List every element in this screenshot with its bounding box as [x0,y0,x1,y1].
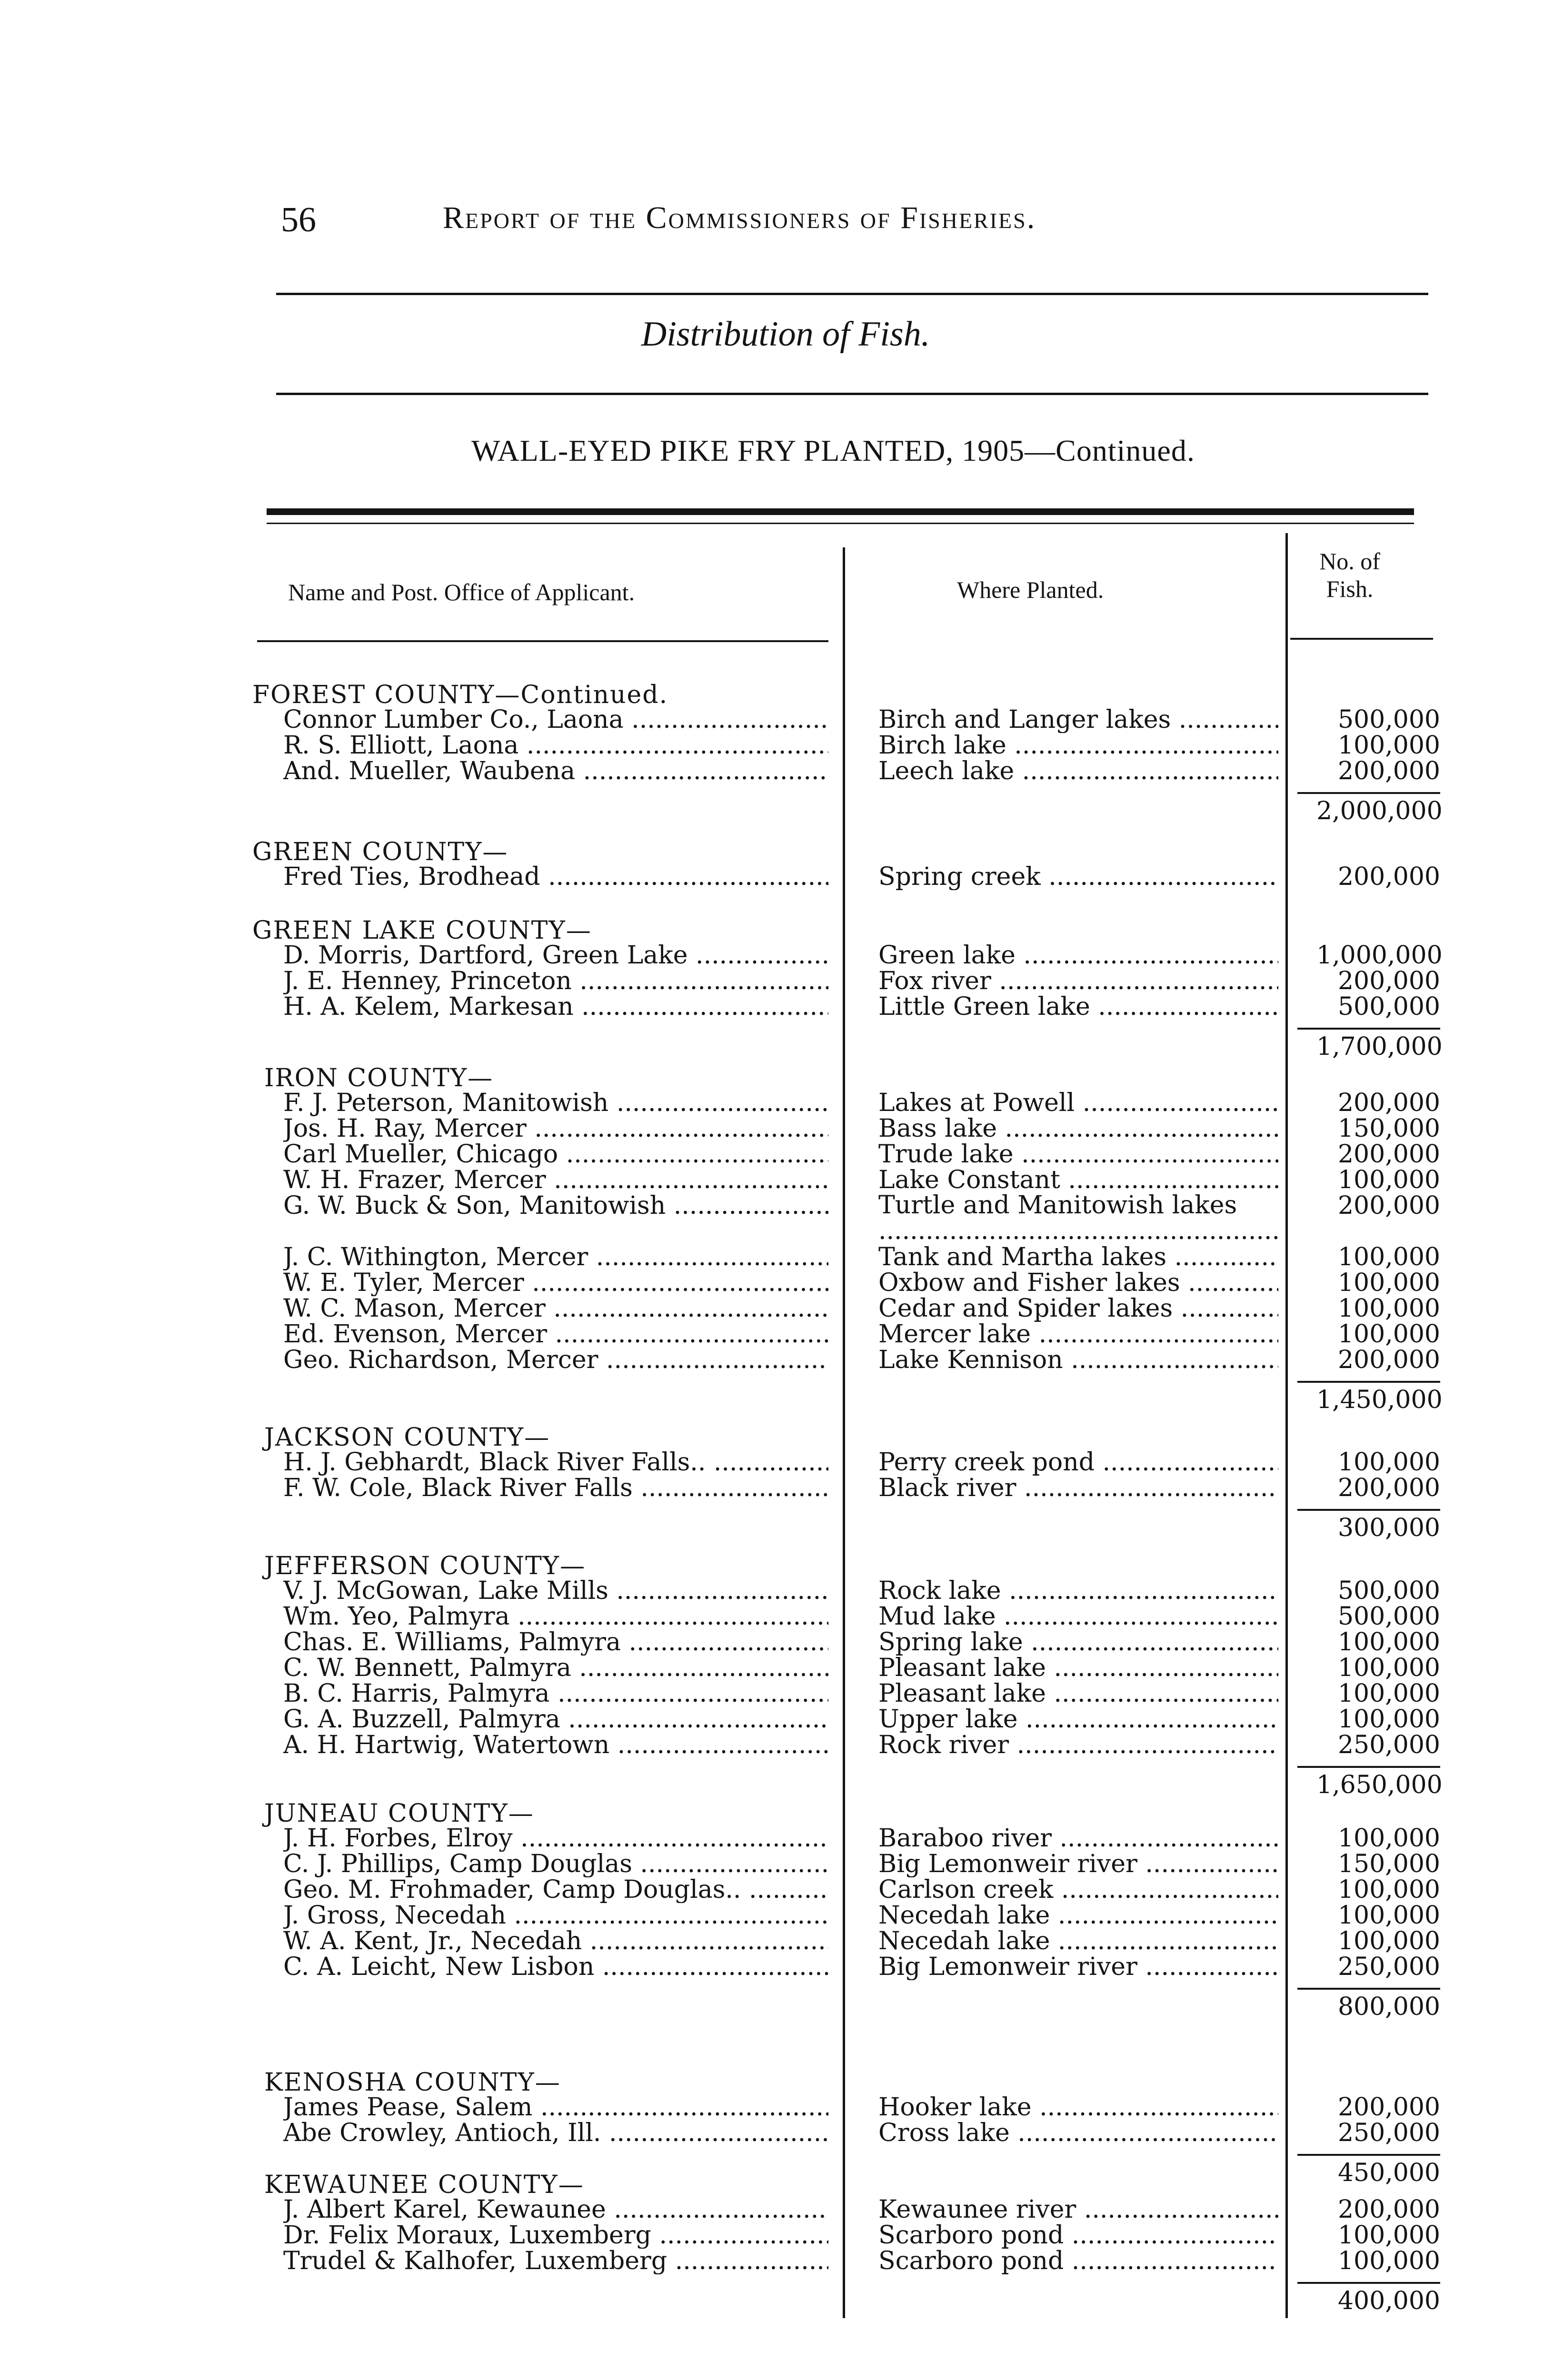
fish-count: 500,000 [1337,992,1440,1021]
applicant-name: J. E. Henney, Princeton ..... [283,968,828,994]
page-header [281,200,1281,257]
planting-location: Spring lake ..... [878,1629,1278,1656]
applicant-name: A. H. Hartwig, Watertown ..... [283,1732,828,1758]
fish-count: 200,000 [1337,1140,1440,1169]
fish-count: 200,000 [1337,1089,1440,1117]
fish-count: 100,000 [1337,1448,1440,1477]
applicant-name: Wm. Yeo, Palmyra ..... [283,1603,828,1630]
planting-location: Tank and Martha lakes ..... [878,1244,1278,1270]
fish-count: 100,000 [1337,731,1440,760]
total-rule [1297,1509,1440,1511]
applicant-name: Carl Mueller, Chicago ..... [283,1141,828,1168]
fish-count: 100,000 [1337,1705,1440,1734]
planting-location: Hooker lake ..... [878,2094,1278,2121]
fish-count: 100,000 [1337,1875,1440,1904]
planting-location: Cross lake ..... [878,2120,1278,2146]
planting-location: Cedar and Spider lakes ..... [878,1295,1278,1322]
planting-location: Fox river ..... [878,968,1278,994]
county-heading: FOREST COUNTY—Continued. [252,681,668,709]
fish-count: 200,000 [1337,1346,1440,1374]
applicant-name: J. Albert Karel, Kewaunee ..... [283,2196,828,2223]
county-total: 400,000 [1337,2287,1440,2315]
fish-count: 100,000 [1337,1824,1440,1853]
fish-count: 500,000 [1337,1577,1440,1605]
applicant-name: Fred Ties, Brodhead ..... [283,863,828,890]
table-title: WALL-EYED PIKE FRY PLANTED, 1905—Continued. [471,434,1195,467]
applicant-name: G. A. Buzzell, Palmyra ..... [283,1706,828,1733]
total-rule [1297,1766,1440,1768]
applicant-name: G. W. Buck & Son, Manitowish ..... [283,1192,828,1219]
planting-location: Birch lake ..... [878,732,1278,759]
planting-location: Trude lake ..... [878,1141,1278,1168]
applicant-name: B. C. Harris, Palmyra ..... [283,1680,828,1707]
applicant-name: W. H. Frazer, Mercer ..... [283,1167,828,1193]
applicant-name: H. J. Gebhardt, Black River Falls.. ..... [283,1449,828,1476]
planting-location: Mud lake ..... [878,1603,1278,1630]
planting-location: Pleasant lake ..... [878,1655,1278,1681]
running-title: Report of the Commissioners of Fisheries. [443,200,1036,235]
county-heading: JUNEAU COUNTY— [264,1799,534,1828]
county-heading: GREEN LAKE COUNTY— [252,916,592,945]
column-header-number: No. of Fish. [1319,548,1380,602]
planting-location: Lake Constant ..... [878,1167,1278,1193]
planting-location: Little Green lake ..... [878,993,1278,1020]
applicant-name: And. Mueller, Waubena ..... [283,758,828,784]
column-header-where: Where Planted. [957,576,1104,603]
applicant-name: F. W. Cole, Black River Falls ..... [283,1475,828,1501]
fish-count: 100,000 [1337,1294,1440,1323]
county-total: 1,450,000 [1316,1386,1443,1414]
fish-count: 150,000 [1337,1114,1440,1143]
fish-count: 200,000 [1337,967,1440,995]
fish-count: 250,000 [1337,2119,1440,2147]
applicant-name: J. H. Forbes, Elroy ..... [283,1825,828,1852]
table-top-rule [267,508,1414,515]
planting-location: Kewaunee river ..... [878,2196,1278,2223]
applicant-name: Abe Crowley, Antioch, Ill. ..... [283,2120,828,2146]
county-total: 2,000,000 [1316,797,1443,825]
fish-count: 100,000 [1337,1243,1440,1271]
county-heading: JEFFERSON COUNTY— [264,1552,586,1580]
county-total: 1,650,000 [1316,1771,1443,1799]
fish-count: 100,000 [1337,1269,1440,1297]
fish-count: 200,000 [1337,757,1440,785]
header-rule-bottom [276,393,1428,395]
fish-count: 100,000 [1337,2221,1440,2250]
header-rule-top [276,293,1428,295]
applicant-name: Geo. Richardson, Mercer ..... [283,1347,828,1373]
planting-location: Turtle and Manitowish lakes ..... [878,1192,1278,1244]
county-heading: GREEN COUNTY— [252,838,508,866]
section-title: Distribution of Fish. [641,315,930,354]
applicant-name: C. J. Phillips, Camp Douglas ..... [283,1851,828,1877]
applicant-name: J. C. Withington, Mercer ..... [283,1244,828,1270]
fish-count: 250,000 [1337,1731,1440,1759]
applicant-name: Chas. E. Williams, Palmyra ..... [283,1629,828,1656]
fish-count: 200,000 [1337,2195,1440,2224]
fish-count: 500,000 [1337,1602,1440,1631]
fish-count: 100,000 [1337,1166,1440,1194]
planting-location: Perry creek pond ..... [878,1449,1278,1476]
planting-location: Rock river ..... [878,1732,1278,1758]
applicant-name: W. C. Mason, Mercer ..... [283,1295,828,1322]
applicant-name: Jos. H. Ray, Mercer ..... [283,1115,828,1142]
applicant-name: W. A. Kent, Jr., Necedah ..... [283,1928,828,1954]
fish-count: 100,000 [1337,1901,1440,1930]
fish-count: 1,000,000 [1316,941,1443,970]
planting-location: Carlson creek ..... [878,1876,1278,1903]
planting-location: Bass lake ..... [878,1115,1278,1142]
county-total: 450,000 [1337,2159,1440,2187]
applicant-name: C. A. Leicht, New Lisbon ..... [283,1954,828,1980]
planting-location: Necedah lake ..... [878,1902,1278,1929]
total-rule [1297,2154,1440,2156]
planting-location: Spring creek ..... [878,863,1278,890]
fish-count: 200,000 [1337,1191,1440,1220]
column-header-rule-number [1290,638,1433,640]
fish-count: 100,000 [1337,1654,1440,1682]
applicant-name: W. E. Tyler, Mercer ..... [283,1269,828,1296]
applicant-name: V. J. McGowan, Lake Mills ..... [283,1577,828,1604]
fish-count: 100,000 [1337,1628,1440,1656]
county-heading: JACKSON COUNTY— [264,1423,550,1452]
applicant-name: Dr. Felix Moraux, Luxemberg ..... [283,2222,828,2249]
planting-location: Birch and Langer lakes ..... [878,706,1278,733]
fish-count: 100,000 [1337,1320,1440,1349]
fish-count: 100,000 [1337,2247,1440,2275]
fish-count: 200,000 [1337,2093,1440,2122]
applicant-name: H. A. Kelem, Markesan ..... [283,993,828,1020]
county-heading: IRON COUNTY— [264,1064,494,1092]
planting-location: Oxbow and Fisher lakes ..... [878,1269,1278,1296]
planting-location: Baraboo river ..... [878,1825,1278,1852]
fish-count: 200,000 [1337,1474,1440,1502]
column-header-rule-applicant [257,640,828,642]
planting-location: Big Lemonweir river ..... [878,1954,1278,1980]
total-rule [1297,2282,1440,2284]
planting-location: Big Lemonweir river ..... [878,1851,1278,1877]
total-rule [1297,1988,1440,1990]
table-top-rule-thin [267,523,1414,524]
planting-location: Scarboro pond ..... [878,2222,1278,2249]
fish-count: 150,000 [1337,1850,1440,1878]
planting-location: Leech lake ..... [878,758,1278,784]
county-heading: KENOSHA COUNTY— [264,2068,561,2097]
planting-location: Scarboro pond ..... [878,2248,1278,2274]
planting-location: Upper lake ..... [878,1706,1278,1733]
column-divider-left [843,547,845,2318]
planting-location: Lake Kennison ..... [878,1347,1278,1373]
planting-location: Lakes at Powell ..... [878,1090,1278,1116]
planting-location: Necedah lake ..... [878,1928,1278,1954]
applicant-name: Connor Lumber Co., Laona ..... [283,706,828,733]
fish-count: 500,000 [1337,705,1440,734]
planting-location: Mercer lake ..... [878,1321,1278,1348]
applicant-name: Geo. M. Frohmader, Camp Douglas.. ..... [283,1876,828,1903]
planting-location: Rock lake ..... [878,1577,1278,1604]
fish-count: 200,000 [1337,863,1440,891]
fish-count: 100,000 [1337,1927,1440,1955]
column-divider-right [1285,533,1288,2318]
total-rule [1297,792,1440,794]
county-total: 300,000 [1337,1514,1440,1542]
total-rule [1297,1381,1440,1383]
column-header-applicant: Name and Post. Office of Applicant. [288,579,635,605]
county-total: 1,700,000 [1316,1032,1443,1061]
county-heading: KEWAUNEE COUNTY— [264,2171,584,2199]
total-rule [1297,1028,1440,1030]
applicant-name: R. S. Elliott, Laona ..... [283,732,828,759]
page-number: 56 [281,200,316,239]
applicant-name: Ed. Evenson, Mercer ..... [283,1321,828,1348]
applicant-name: J. Gross, Necedah ..... [283,1902,828,1929]
applicant-name: F. J. Peterson, Manitowish ..... [283,1090,828,1116]
applicant-name: D. Morris, Dartford, Green Lake ..... [283,942,828,969]
applicant-name: James Pease, Salem ..... [283,2094,828,2121]
applicant-name: C. W. Bennett, Palmyra ..... [283,1655,828,1681]
planting-location: Pleasant lake ..... [878,1680,1278,1707]
fish-count: 250,000 [1337,1953,1440,1981]
planting-location: Black river ..... [878,1475,1278,1501]
fish-count: 100,000 [1337,1679,1440,1708]
planting-location: Green lake ..... [878,942,1278,969]
applicant-name: Trudel & Kalhofer, Luxemberg ..... [283,2248,828,2274]
county-total: 800,000 [1337,1993,1440,2021]
